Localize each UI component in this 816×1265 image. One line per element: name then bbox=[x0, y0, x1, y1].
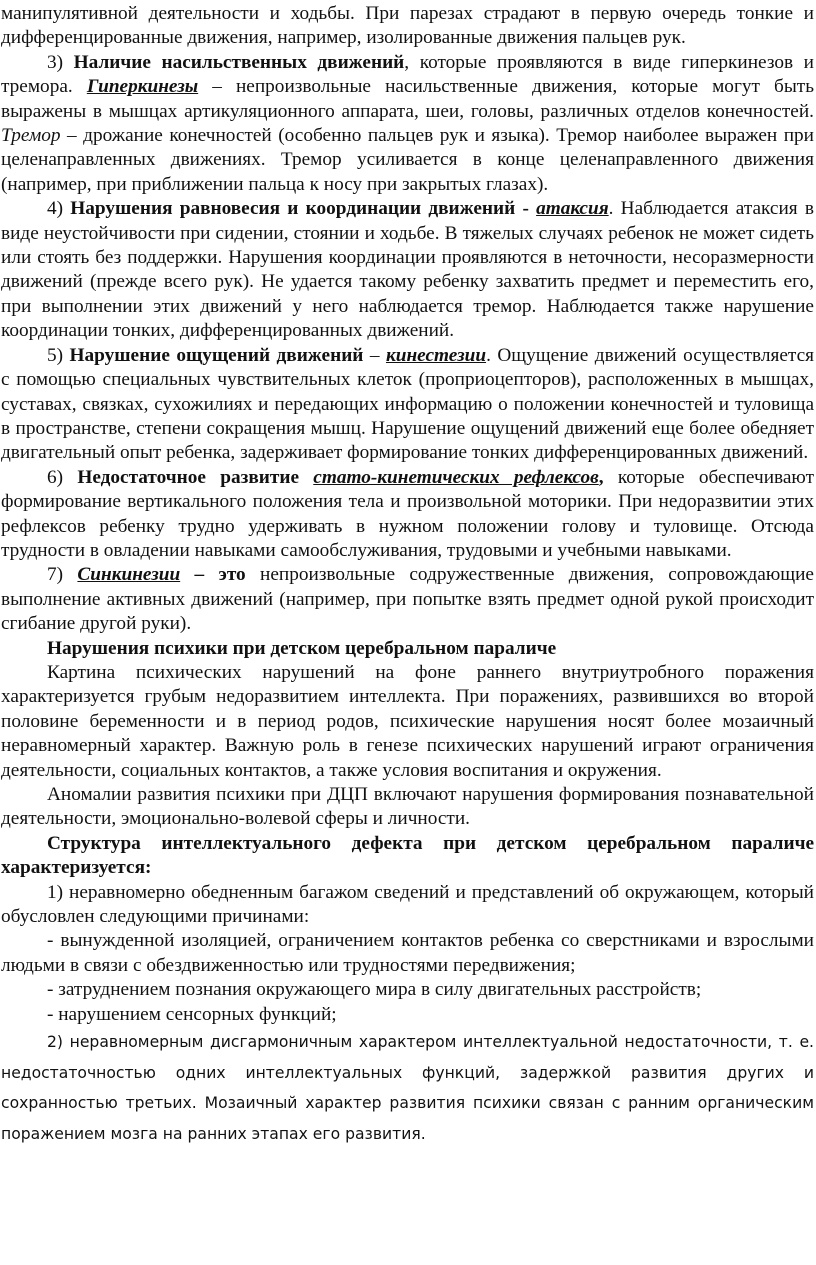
bold-term: Нарушение ощущений движений bbox=[69, 344, 364, 366]
text-run: которые обеспечивают формирование вертикального положения тела и произвольной моторики. При недоразвитии этих рефлексов ребенку трудно удерживать в нужном положении голову и туловище. Отсюда трудности в овладении навыками самообслуживания, трудовыми и учебными навыками. bbox=[1, 466, 815, 561]
bold-term: Нарушения равновесия и координации движений - bbox=[70, 198, 537, 220]
bold-term: Наличие насильственных движений bbox=[73, 51, 405, 73]
item-number: 3) bbox=[47, 51, 74, 73]
list-item-2: 2) неравномерным дисгармоничным характером интеллектуальной недостаточности, т. е. недостаточностью одних интеллектуальных функций, задержкой развития других и сохранностью третьих. Мозаичный характер развития психики связан с ранним органическим поражением мозга на ранних этапах его развития. bbox=[1, 1033, 814, 1143]
term-hyperkinesis: Гиперкинезы bbox=[86, 76, 199, 98]
term-stato-kinetic-reflexes: стато-кинетических рефлексов bbox=[313, 466, 599, 488]
text-run: – дрожание конечностей (особенно пальцев рук и языка). Тремор наиболее выражен при целенаправленных движениях. Тремор усиливается в конце целенаправленного движения (например, при приближении пальца к носу при закрытых глазах). bbox=[1, 125, 814, 195]
list-item-1: 1) неравномерно обедненным багажом сведений и представлений об окружающем, который обусловлен следующими причинами: bbox=[1, 881, 814, 928]
text-run: , которые проявляются в виде гиперкинезов и тремора. bbox=[1, 51, 814, 98]
paragraph-7-synkinesis bbox=[1, 563, 814, 636]
text-run: . Ощущение движений осуществляется с помощью специальных чувствительных клеток (проприоцепторов), расположенных в мышцах, суставах, связках, сухожилиях и передающих информацию о положении конечностей и туловища в пространстве, степени сокращения мышц. Нарушение ощущений движений еще более обедняет двигательный опыт ребенка, задерживает формирование тонких дифференцированных движений. bbox=[1, 344, 814, 464]
item-number: 7) bbox=[47, 564, 78, 586]
text-run: . Наблюдается атаксия в виде неустойчивости при сидении, стоянии и ходьбе. В тяжелых случаях ребенок не может сидеть или стоять без поддержки. Нарушения координации проявляются в неточности, несоразмерности движений (прежде всего рук). Не удается такому ребенку захватить предмет и переместить его, при выполнении этих движений у него наблюдается тремор. Наблюдается также нарушение координации тонких, дифференцированных движений. bbox=[1, 198, 814, 342]
bold-term: Недостаточное развитие bbox=[77, 466, 314, 488]
paragraph-psyche-picture: Картина психических нарушений на фоне раннего внутриутробного поражения характеризуется грубым недоразвитием интеллекта. При поражениях, развившихся во второй половине беременности и в период родов, психические нарушения носят более мозаичный неравномерный характер. Важную роль в генезе психических нарушений играют ограничения деятельности, социальных контактов, а также условия воспитания и окружения. bbox=[1, 661, 814, 781]
text-run: – непроизвольные насильственные движения, которые могут быть выражены в мышцах артикуляционного аппарата, шеи, головы, различных отделов конечностей. bbox=[1, 76, 814, 122]
term-kinesthesia: кинестезии bbox=[385, 344, 487, 366]
dash: – bbox=[363, 344, 386, 366]
paragraph-intro: манипулятивной деятельности и ходьбы. При парезах страдают в первую очередь тонкие и дифференцированные движения, например, изолированные движения пальцев рук. bbox=[1, 3, 814, 49]
paragraph-6-reflexes bbox=[1, 466, 814, 564]
section-heading-intellect-structure: Структура интеллектуального дефекта при детском церебральном параличе характеризуется: bbox=[1, 832, 814, 879]
item-number: 4) bbox=[47, 198, 71, 220]
term-ataxia: атаксия bbox=[536, 198, 609, 220]
paragraph-5-kinesthesia bbox=[1, 344, 814, 466]
term-tremor: Тремор bbox=[1, 125, 61, 147]
bold-term: – это bbox=[180, 564, 246, 586]
term-synkinesis: Синкинезии bbox=[77, 564, 181, 586]
text-run: непроизвольные содружественные движения, сопровождающие выполнение активных движений (например, при попытке взять предмет одной рукой происходит сгибание другой руки). bbox=[1, 564, 814, 635]
bullet-cognition: - затруднением познания окружающего мира в силу двигательных расстройств; bbox=[47, 979, 702, 1001]
bullet-sensory: - нарушением сенсорных функций; bbox=[47, 1003, 337, 1025]
item-number: 5) bbox=[47, 344, 70, 366]
paragraph-4-ataxia bbox=[1, 197, 814, 343]
section-heading-psyche: Нарушения психики при детском церебральном параличе bbox=[47, 637, 557, 659]
paragraph-3-violent-movements bbox=[1, 51, 814, 197]
bullet-isolation: - вынужденной изоляцией, ограничением контактов ребенка со сверстниками и взрослыми людьми в связи с обездвиженностью или трудностями передвижения; bbox=[1, 930, 814, 976]
item-number: 6) bbox=[47, 466, 78, 488]
bold-comma: , bbox=[598, 466, 604, 488]
paragraph-anomalies: Аномалии развития психики при ДЦП включают нарушения формирования познавательной деятельности, эмоционально-волевой сферы и личности. bbox=[1, 784, 814, 830]
